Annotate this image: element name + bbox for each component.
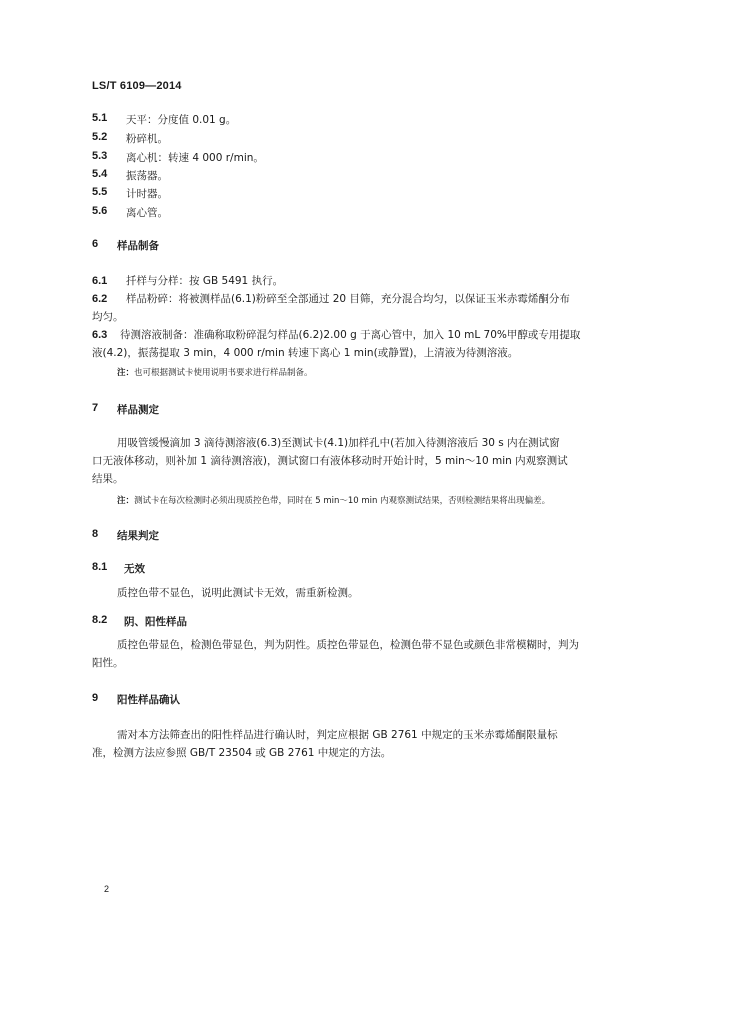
section-title: 样品制备 <box>117 240 159 252</box>
paragraph-line: 准，检测方法应参照 GB/T 23504 或 GB 2761 中规定的方法。 <box>92 747 392 759</box>
item-number: 6.3 <box>92 329 108 341</box>
item-text-continued: 液(4.2)，振荡提取 3 min，4 000 r/min 转速下离心 1 min(或静置)，上清液为待测溶液。 <box>92 347 519 359</box>
item-text: 离心机：转速 4 000 r/min。 <box>126 152 264 164</box>
item-number: 5.3 <box>92 150 108 162</box>
subsection-title: 阴、阳性样品 <box>124 616 187 628</box>
item-text: 计时器。 <box>126 188 168 200</box>
paragraph-line: 口无液体移动，则补加 1 滴待测溶液)，测试窗口有液体移动时开始计时，5 min～10 min 内观察测试 <box>92 455 568 467</box>
item-number: 5.5 <box>92 186 108 198</box>
item-text: 粉碎机。 <box>126 133 168 145</box>
item-number: 5.1 <box>92 112 108 124</box>
section-title: 结果判定 <box>117 530 159 542</box>
note-label: 注： <box>117 496 135 506</box>
item-text: 待测溶液制备：准确称取粉碎混匀样品(6.2)2.00 g 于离心管中，加入 10 mL 70%甲醇或专用提取 <box>120 329 581 341</box>
note-label: 注： <box>117 368 135 378</box>
subsection-number: 8.2 <box>92 614 108 626</box>
section-number: 6 <box>92 238 99 250</box>
standard-code: LS/T 6109—2014 <box>92 80 182 92</box>
subsection-number: 8.1 <box>92 561 108 573</box>
item-number: 5.4 <box>92 168 108 180</box>
page-number: 2 <box>104 884 110 894</box>
section-title: 样品测定 <box>117 404 159 416</box>
item-number: 5.6 <box>92 205 108 217</box>
paragraph-line: 质控色带显色，检测色带显色，判为阴性。质控色带显色，检测色带不显色或颜色非常模糊时，判为 <box>117 639 579 651</box>
section-number: 9 <box>92 692 99 704</box>
paragraph-line: 阳性。 <box>92 657 124 669</box>
paragraph-line: 结果。 <box>92 473 124 485</box>
section-number: 8 <box>92 528 99 540</box>
item-number: 6.2 <box>92 293 108 305</box>
item-number: 5.2 <box>92 131 108 143</box>
item-text: 样品粉碎：将被测样品(6.1)粉碎至全部通过 20 目筛，充分混合均匀，以保证玉米赤霉烯酮分布 <box>126 293 570 305</box>
paragraph-line: 需对本方法筛查出的阳性样品进行确认时，判定应根据 GB 2761 中规定的玉米赤霉烯酮限量标 <box>117 729 558 741</box>
note-text: 也可根据测试卡使用说明书要求进行样品制备。 <box>134 368 313 378</box>
paragraph-line: 质控色带不显色，说明此测试卡无效，需重新检测。 <box>117 587 359 599</box>
note <box>117 494 550 506</box>
subsection-title: 无效 <box>124 563 145 575</box>
item-number: 6.1 <box>92 275 108 287</box>
section-number: 7 <box>92 402 99 414</box>
note-text: 测试卡在每次检测时必须出现质控色带，同时在 5 min～10 min 内观察测试结果，否则检测结果将出现偏差。 <box>134 496 551 506</box>
item-text: 离心管。 <box>126 207 168 219</box>
item-text: 天平：分度值 0.01 g。 <box>126 114 237 126</box>
item-text: 振荡器。 <box>126 170 168 182</box>
section-title: 阳性样品确认 <box>117 694 180 706</box>
item-text-continued: 均匀。 <box>92 311 124 323</box>
note <box>117 366 313 378</box>
paragraph-line: 用吸管缓慢滴加 3 滴待测溶液(6.3)至测试卡(4.1)加样孔中(若加入待测溶液后 30 s 内在测试窗 <box>117 437 560 449</box>
item-text: 扦样与分样：按 GB 5491 执行。 <box>126 275 284 287</box>
